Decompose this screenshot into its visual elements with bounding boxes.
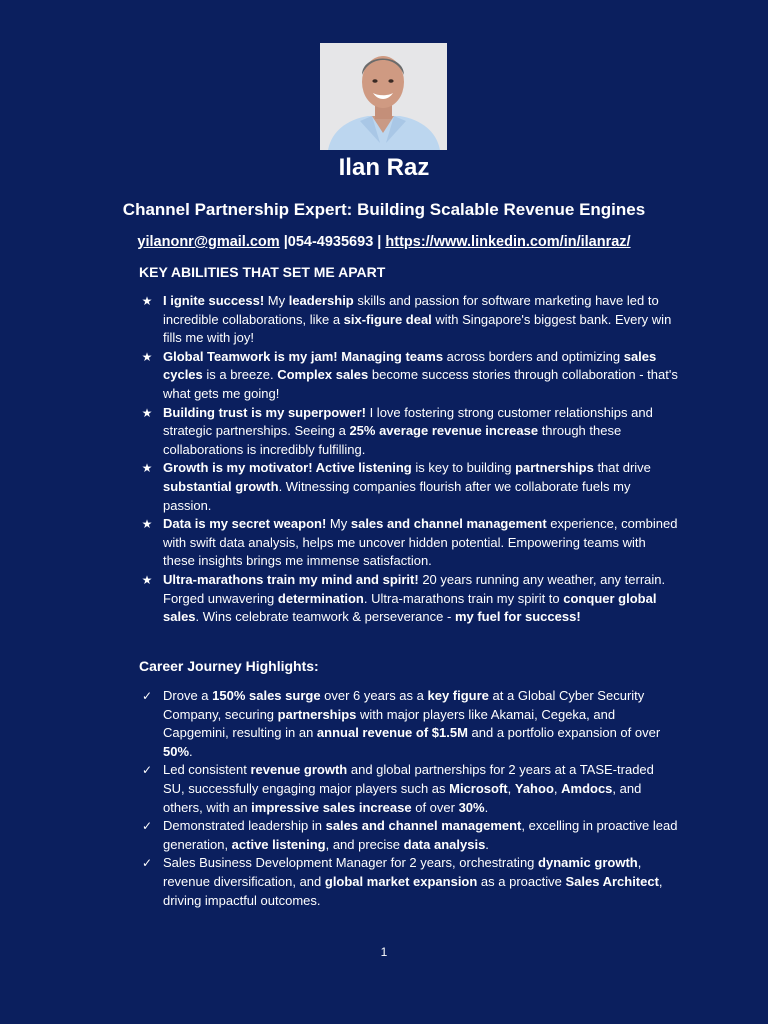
bold-text: partnerships	[515, 460, 594, 476]
text: skills and passion for software marketing have led to incredible collaborations, like a	[163, 293, 659, 327]
bold-text: key figure	[427, 688, 489, 703]
text: , excelling in proactive lead generation,	[163, 818, 678, 852]
star-bullet-icon: ★	[141, 517, 153, 532]
profile-photo	[320, 43, 447, 150]
text: that drive	[593, 460, 651, 476]
portrait-image	[320, 43, 447, 150]
text: . Wins celebrate teamwork & perseverance -	[195, 609, 455, 625]
bold-text: sales and channel management	[350, 516, 547, 532]
career-item	[139, 817, 679, 854]
text: is key to building	[411, 460, 516, 476]
star-bullet-icon: ★	[141, 294, 153, 308]
contact-separator: |	[373, 234, 386, 250]
ability-item	[139, 515, 679, 571]
ability-item	[139, 348, 679, 404]
bold-text: Complex sales	[277, 367, 369, 383]
bold-text: sales cycles	[163, 348, 657, 383]
phone-number: 054-4935693	[287, 234, 374, 250]
bold-text: 50%	[163, 743, 190, 759]
text: 20 years running any weather, any terrain. Forged unwavering	[163, 571, 666, 606]
text: over 6 years as a	[320, 688, 428, 703]
bold-text: partnerships	[277, 706, 357, 722]
text: . Witnessing companies flourish after we collaborate fuels my passion.	[163, 478, 631, 513]
bold-text: Global Teamwork is my jam! Managing teams	[163, 348, 444, 364]
bold-text: 150% sales surge	[212, 688, 321, 703]
career-item	[139, 854, 679, 910]
bold-text: leadership	[288, 293, 354, 308]
text: My	[264, 293, 289, 308]
text: with major players like Akamai, Cegeka, and Capgemini, resulting in an	[163, 706, 616, 741]
text: Drove a	[163, 688, 213, 703]
ability-item	[139, 571, 679, 627]
abilities-heading: KEY ABILITIES THAT SET ME APART	[139, 264, 386, 280]
star-bullet-icon: ★	[141, 405, 153, 420]
career-heading: Career Journey Highlights:	[139, 658, 319, 674]
bold-text: six-figure deal	[343, 311, 432, 327]
ability-item	[139, 404, 679, 460]
text: as a proactive	[477, 873, 566, 889]
text: .	[484, 799, 489, 815]
bold-text: Microsoft	[449, 780, 508, 796]
bold-text: global market expansion	[324, 873, 478, 889]
bold-text: active listening	[231, 836, 326, 852]
text: ,	[553, 780, 562, 796]
text: across borders and optimizing	[443, 348, 624, 364]
checkmark-bullet-icon: ✓	[141, 856, 153, 871]
text: experience, combined with swift data analysis, helps me uncover hidden potential. Empowering teams with these insights brings me immense satisfaction.	[163, 516, 678, 569]
contact-line	[0, 231, 768, 253]
candidate-name: Ilan Raz	[338, 154, 430, 181]
text: , driving impactful outcomes.	[163, 873, 663, 908]
ability-item	[139, 459, 679, 515]
star-bullet-icon: ★	[141, 349, 153, 364]
linkedin-link[interactable]: https://www.linkedin.com/in/ilanraz/	[385, 234, 631, 250]
headline: Channel Partnership Expert: Building Scalable Revenue Engines	[122, 200, 646, 219]
bold-text: Amdocs	[561, 780, 613, 796]
text: ,	[507, 780, 515, 796]
text: Demonstrated leadership in	[163, 818, 326, 834]
bold-text: determination	[277, 590, 364, 606]
text: at a Global Cyber Security Company, securing	[163, 688, 645, 722]
checkmark-bullet-icon: ✓	[141, 763, 153, 778]
text: , and precise	[325, 836, 404, 852]
text: with Singapore's biggest bank. Every win fills me with joy!	[163, 311, 672, 346]
text: Led consistent	[163, 762, 251, 778]
text: become success stories through collaboration - that's what gets me going!	[163, 367, 678, 401]
checkmark-bullet-icon: ✓	[141, 819, 153, 834]
bold-text: Building trust is my superpower!	[163, 404, 366, 420]
abilities-list	[139, 292, 679, 627]
bold-text: annual revenue of $1.5M	[316, 725, 468, 741]
bold-text: my fuel for success!	[454, 609, 581, 625]
career-list	[139, 687, 679, 910]
bold-text: 25% average revenue increase	[349, 423, 539, 439]
email-link[interactable]: yilanonr@gmail.com	[137, 234, 280, 250]
bold-text: conquer global sales	[163, 590, 657, 625]
bold-text: sales and channel management	[325, 818, 522, 834]
bold-text: data analysis	[403, 836, 486, 852]
career-item	[139, 687, 679, 761]
bold-text: impressive sales increase	[251, 799, 412, 815]
page-number: 1	[380, 945, 388, 959]
text: , and others, with an	[163, 780, 642, 815]
text: I love fostering strong customer relationships and strategic partnerships. Seeing a	[163, 404, 653, 439]
ability-item	[139, 292, 679, 348]
bold-text: Data is my secret weapon!	[163, 516, 327, 532]
text: .	[189, 743, 193, 759]
bold-text: I ignite success!	[163, 293, 265, 308]
bold-text: 30%	[458, 799, 485, 815]
text: of over	[411, 799, 459, 815]
text: . Ultra-marathons train my spirit to	[363, 590, 564, 606]
contact-separator: |	[279, 234, 288, 250]
text: and a portfolio expansion of over	[467, 725, 661, 741]
text: is a breeze.	[202, 367, 278, 383]
bold-text: dynamic growth	[538, 855, 638, 871]
text: , revenue diversification, and	[163, 855, 642, 889]
text: through these collaborations is incredibly fulfilling.	[163, 423, 622, 457]
bold-text: revenue growth	[250, 762, 348, 778]
text: My	[326, 516, 351, 532]
text: Sales Business Development Manager for 2 years, orchestrating	[163, 855, 539, 871]
career-item	[139, 761, 679, 817]
star-bullet-icon: ★	[141, 572, 153, 587]
bold-text: Growth is my motivator! Active listening	[163, 460, 412, 476]
bold-text: Sales Architect	[565, 873, 659, 889]
bold-text: substantial growth	[163, 478, 279, 494]
text: .	[485, 836, 489, 852]
checkmark-bullet-icon: ✓	[141, 689, 153, 703]
text: and global partnerships for 2 years at a TASE-traded SU, successfully engaging major players such as	[163, 762, 654, 796]
star-bullet-icon: ★	[141, 461, 153, 476]
bold-text: Yahoo	[514, 780, 554, 796]
bold-text: Ultra-marathons train my mind and spirit!	[163, 571, 419, 587]
